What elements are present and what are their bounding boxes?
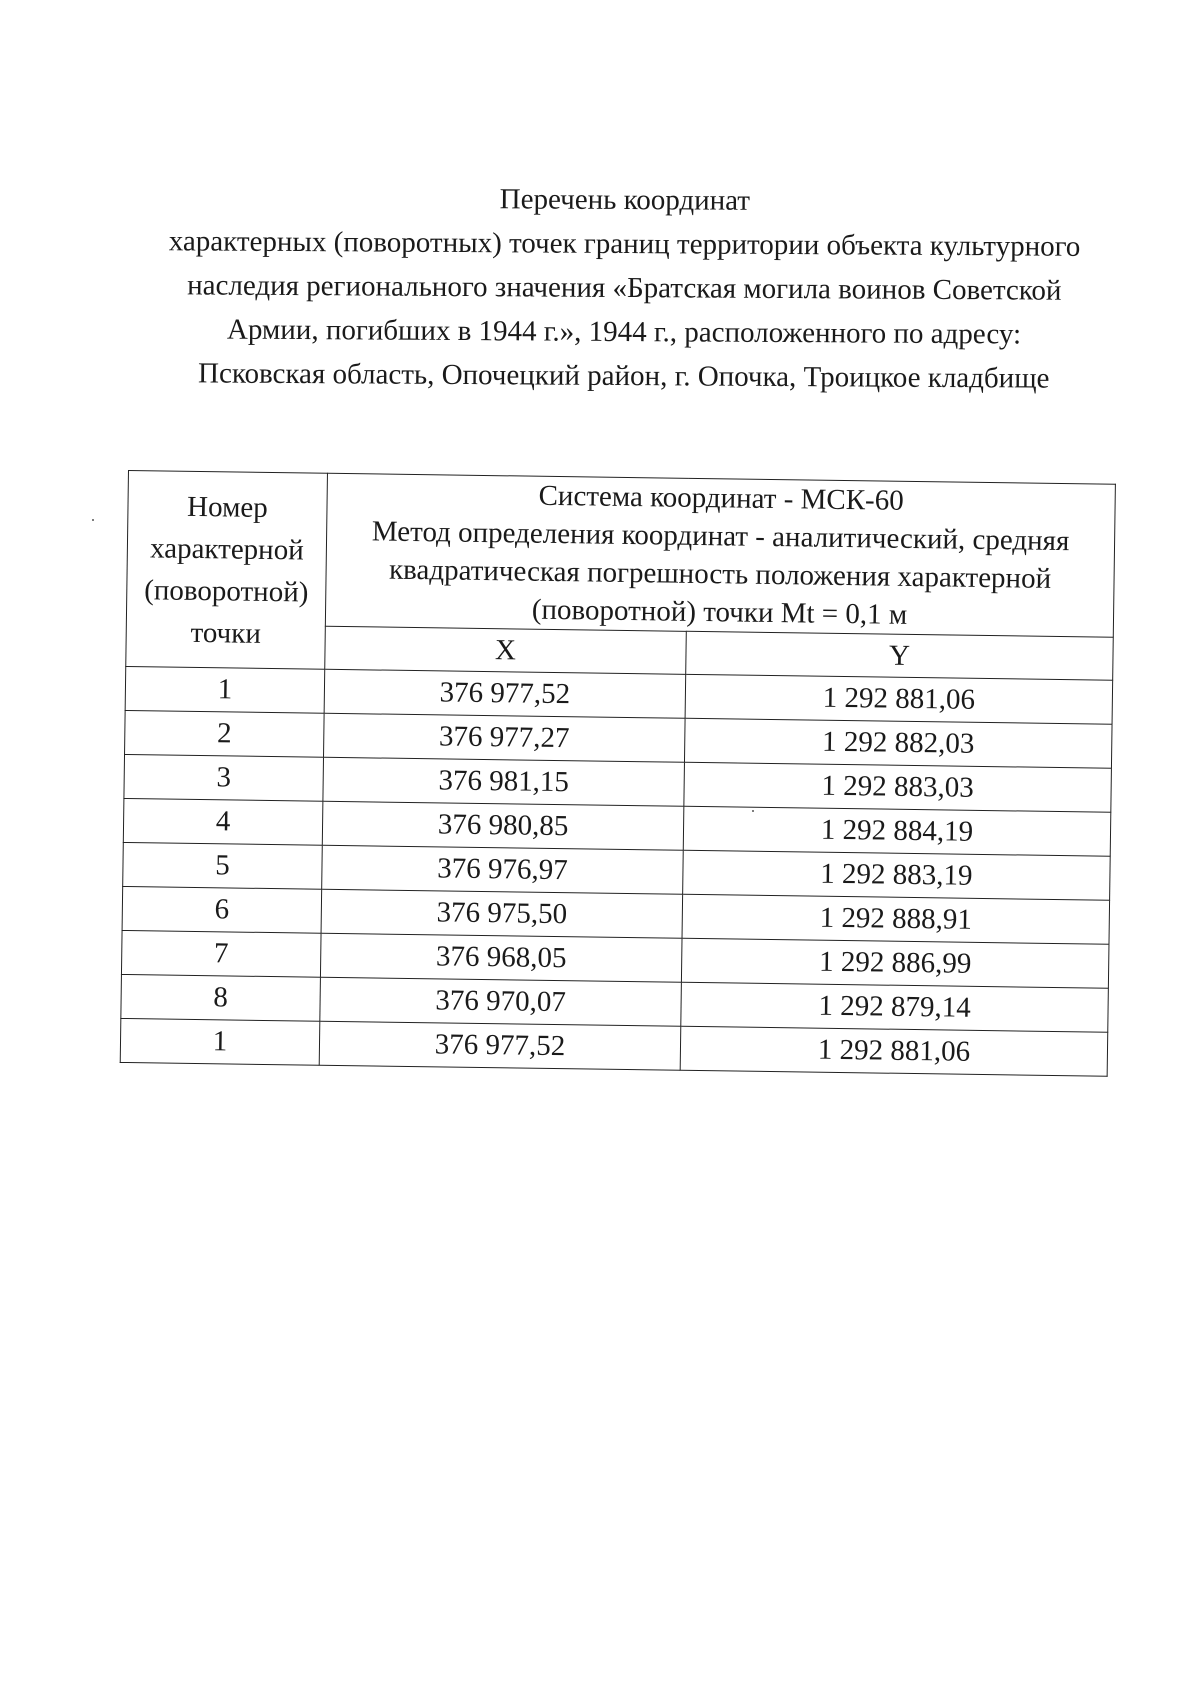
x-value-cell: 376 970,07 — [320, 977, 682, 1026]
scan-speck — [92, 519, 94, 521]
point-number-cell: 8 — [121, 974, 321, 1021]
point-number-cell: 6 — [122, 886, 322, 933]
header-line: Система координат - МСК-60 — [538, 479, 904, 517]
header-line: (поворотной) точки Mt = 0,1 м — [531, 593, 908, 631]
x-value-cell: 376 977,52 — [319, 1021, 681, 1070]
y-value-cell: 1 292 884,19 — [683, 806, 1111, 856]
title-line: Псковская область, Опочецкий район, г. Опочка, Троицкое кладбище — [197, 357, 1050, 395]
x-value-cell: 376 981,15 — [323, 757, 685, 806]
y-value-cell: 1 292 883,03 — [684, 762, 1112, 812]
document-title — [129, 175, 1120, 401]
x-value-cell: 376 976,97 — [322, 845, 684, 894]
y-value-cell: 1 292 882,03 — [684, 718, 1112, 768]
point-number-cell: 5 — [123, 842, 323, 889]
x-value-cell: 376 977,52 — [324, 669, 686, 718]
header-line: характерной — [149, 531, 304, 566]
point-number-cell: 3 — [124, 754, 324, 801]
header-line: Метод определения координат - аналитический, средняя — [371, 515, 1070, 558]
x-value-cell: 376 968,05 — [320, 933, 682, 982]
header-line: Номер — [186, 490, 269, 524]
point-number-cell: 4 — [123, 798, 323, 845]
point-number-cell: 2 — [125, 710, 325, 757]
header-line: (поворотной) — [144, 573, 309, 609]
point-number-header — [126, 471, 328, 670]
column-x-header: X — [325, 626, 687, 674]
column-y-header: Y — [686, 631, 1114, 680]
y-value-cell: 1 292 881,06 — [680, 1026, 1108, 1076]
coordinates-table — [120, 470, 1116, 1077]
y-value-cell: 1 292 883,19 — [683, 850, 1111, 900]
y-value-cell: 1 292 886,99 — [681, 938, 1109, 988]
header-line: квадратическая погрешность положения характерной — [388, 553, 1052, 595]
x-value-cell: 376 977,27 — [324, 713, 686, 762]
y-value-cell: 1 292 879,14 — [681, 982, 1109, 1032]
y-value-cell: 1 292 888,91 — [682, 894, 1110, 944]
scan-speck — [752, 810, 754, 812]
point-number-cell: 1 — [125, 666, 325, 713]
title-line: наследия регионального значения «Братская могила воинов Советской — [187, 269, 1062, 307]
header-line: точки — [190, 616, 262, 650]
x-value-cell: 376 975,50 — [321, 889, 683, 938]
title-line: Перечень координат — [499, 183, 751, 217]
coordinate-system-header — [325, 473, 1115, 637]
y-value-cell: 1 292 881,06 — [685, 674, 1113, 724]
title-line: Армии, погибших в 1944 г.», 1944 г., расположенного по адресу: — [226, 313, 1022, 351]
point-number-cell: 1 — [120, 1018, 320, 1065]
x-value-cell: 376 980,85 — [322, 801, 684, 850]
title-line: характерных (поворотных) точек границ территории объекта культурного — [168, 225, 1081, 263]
point-number-cell: 7 — [121, 930, 321, 977]
